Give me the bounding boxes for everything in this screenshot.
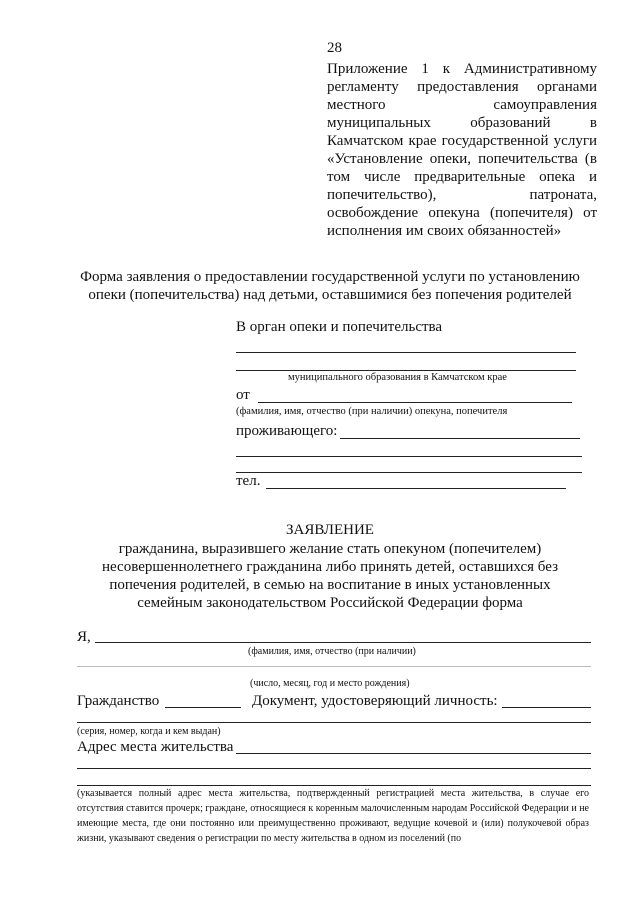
document-caption: (серия, номер, когда и кем выдан) xyxy=(77,726,221,737)
address-label: Адрес места жительства xyxy=(77,739,234,755)
i-label: Я, xyxy=(77,629,91,645)
name-field[interactable] xyxy=(95,642,591,643)
application-subtitle: гражданина, выразившего желание стать опекуном (попечителем) несовершеннолетнего гражданина либо принять детей, оставшихся без попечения родителей, в семью на воспитание в иных установленных семейным законодательством Российской Федерации форма xyxy=(101,541,558,611)
phone-field[interactable] xyxy=(266,488,566,489)
address-footnote: (указывается полный адрес места жительства, подтвержденный регистрацией места жительства, в случае его отсутствия ставится прочерк; граждане, относящиеся к коренным малочисленным народам Российской Федерации и не имеющие места, где они постоянно или преимущественно проживают, ведущие кочевой и (или) полукочевой образ жизни, указывают сведения о регистрации по месту жительства в одном из поселений (по xyxy=(77,788,589,844)
authority-line-2[interactable] xyxy=(236,370,576,371)
application-title: ЗАЯВЛЕНИЕ xyxy=(286,522,374,538)
addressee-header: В орган опеки и попечительства xyxy=(236,319,443,335)
form-title-line-1: Форма заявления о предоставлении государственной услуги по установлению xyxy=(80,269,580,285)
appendix-header: Приложение 1 к Административному регламенту предоставления органами местного самоуправления муниципальных образований в Камчатском крае государственной услуги «Установление опеки, попечительства (в том числе предварительные опека и попечительство), патроната, освобождение опекуна (попечителя) от исполнения им своих обязанностей» xyxy=(327,61,597,239)
phone-label: тел. xyxy=(236,473,261,489)
document-label: Документ, удостоверяющий личность: xyxy=(252,693,498,709)
citizenship-label: Гражданство xyxy=(77,693,160,709)
from-caption: (фамилия, имя, отчество (при наличии) опекуна, попечителя xyxy=(236,406,508,417)
residence-line-1[interactable] xyxy=(340,438,580,439)
residence-line-2[interactable] xyxy=(236,456,582,457)
document-details-field[interactable] xyxy=(77,722,591,723)
residing-label: проживающего: xyxy=(236,423,338,439)
from-field[interactable] xyxy=(258,402,572,403)
form-title-line-2: опеки (попечительства) над детьми, оставшимися без попечения родителей xyxy=(88,287,572,303)
birth-field[interactable] xyxy=(77,666,591,667)
address-line-1[interactable] xyxy=(236,753,591,754)
authority-line-1[interactable] xyxy=(236,352,576,353)
name-caption: (фамилия, имя, отчество (при наличии) xyxy=(248,646,416,657)
page-number: 28 xyxy=(327,40,342,56)
birth-caption: (число, месяц, год и место рождения) xyxy=(250,678,410,689)
document-field[interactable] xyxy=(502,707,591,708)
residence-line-3[interactable] xyxy=(236,472,582,473)
address-line-2[interactable] xyxy=(77,768,591,769)
municipality-caption: муниципального образования в Камчатском крае xyxy=(288,372,507,383)
form-title xyxy=(60,268,600,304)
from-label: от xyxy=(236,387,250,403)
citizenship-field[interactable] xyxy=(165,707,241,708)
